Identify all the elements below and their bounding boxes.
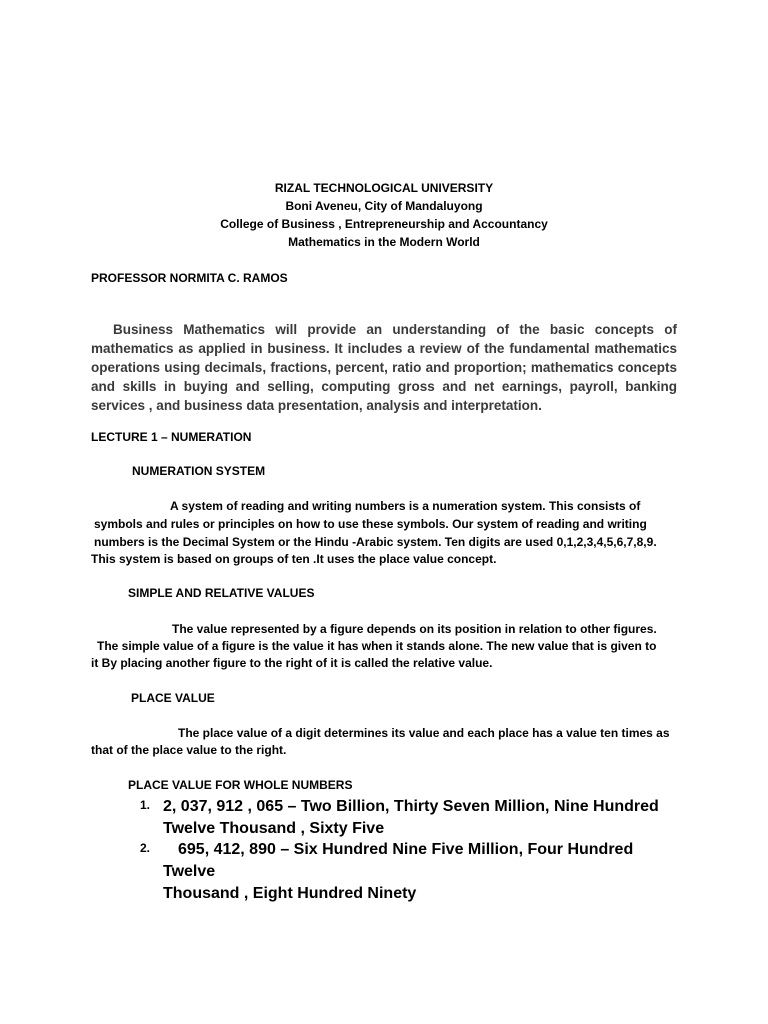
university-name: RIZAL TECHNOLOGICAL UNIVERSITY xyxy=(274,181,494,195)
numeration-line-2: symbols and rules or principles on how to use these symbols. Our system of reading and writing xyxy=(94,517,647,531)
place-value-heading: PLACE VALUE xyxy=(131,691,215,705)
list-number: 1. xyxy=(140,798,151,812)
numeration-line-3: numbers is the Decimal System or the Hindu -Arabic system. Ten digits are used 0,1,2,3,4,5,6,7,8,9. xyxy=(94,535,657,549)
professor-name: PROFESSOR NORMITA C. RAMOS xyxy=(91,271,288,285)
simple-relative-line-2: The simple value of a figure is the value it has when it stands alone. The new value that is given to xyxy=(97,639,657,653)
numeration-line-1: A system of reading and writing numbers is a numeration system. This consists of xyxy=(170,499,641,513)
list-item-line-1: 2, 037, 912 , 065 – Two Billion, Thirty Seven Million, Nine Hundred xyxy=(163,798,659,815)
list-item-line-1: 695, 412, 890 – Six Hundred Nine Five Million, Four Hundred xyxy=(178,841,634,858)
numeration-heading: NUMERATION SYSTEM xyxy=(132,464,266,478)
intro-paragraph: Business Mathematics will provide an understanding of the basic concepts of mathematics as applied in business. It includes a review of the fundamental mathematics operations using decimals, fractions, percent, ratio and proportion; mathematics concepts and skills in buying and selling, computing gross and net earnings, payroll, banking services , and business data presentation, analysis and interpretation. xyxy=(91,322,677,413)
simple-relative-line-3: it By placing another figure to the right of it is called the relative value. xyxy=(91,656,493,670)
place-value-line-1: The place value of a digit determines its value and each place has a value ten times as xyxy=(178,726,670,740)
numeration-line-4: This system is based on groups of ten .It uses the place value concept. xyxy=(91,552,497,566)
simple-relative-heading: SIMPLE AND RELATIVE VALUES xyxy=(128,586,315,600)
college-name: College of Business , Entrepreneurship and Accountancy xyxy=(220,217,548,231)
university-address: Boni Aveneu, City of Mandaluyong xyxy=(285,199,483,213)
course-title: Mathematics in the Modern World xyxy=(288,235,480,249)
place-value-line-2: that of the place value to the right. xyxy=(91,743,287,757)
simple-relative-line-1: The value represented by a figure depends on its position in relation to other figures. xyxy=(172,622,657,636)
list-item-line-3: Thousand , Eight Hundred Ninety xyxy=(163,885,417,902)
list-item-line-2: Twelve Thousand , Sixty Five xyxy=(163,820,385,837)
lecture-title: LECTURE 1 – NUMERATION xyxy=(91,430,252,444)
list-number: 2. xyxy=(140,841,151,855)
list-item-line-2: Twelve xyxy=(163,863,216,880)
whole-numbers-heading: PLACE VALUE FOR WHOLE NUMBERS xyxy=(128,778,353,792)
